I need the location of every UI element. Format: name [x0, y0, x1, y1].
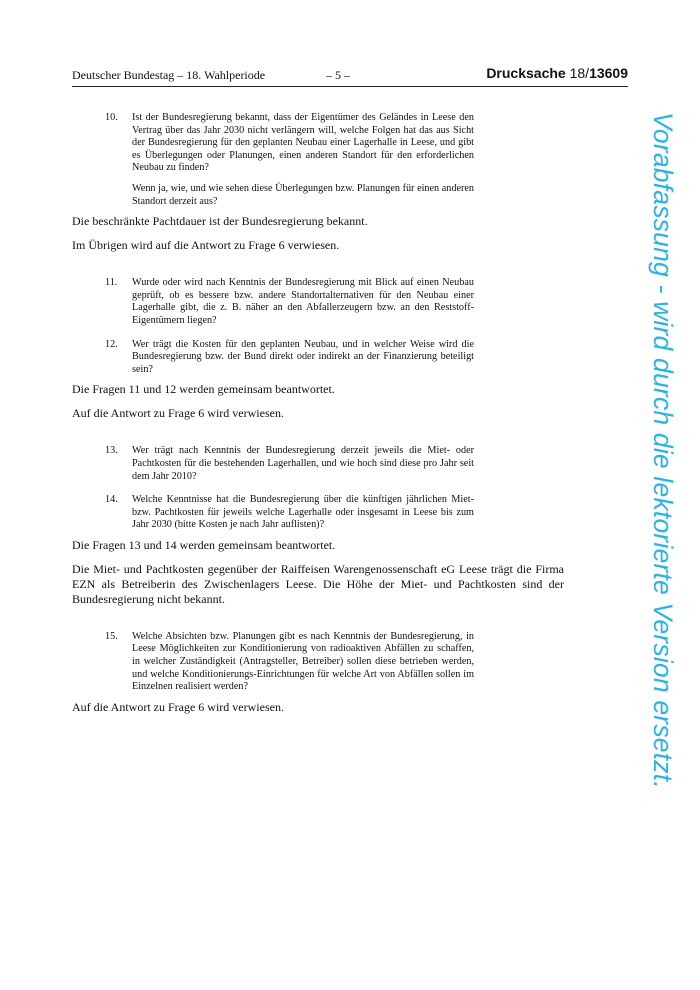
question-14	[72, 494, 474, 532]
question-number: 12.	[105, 338, 118, 350]
question-text: Welche Absichten bzw. Planungen gibt es nach Kenntnis der Bundesregierung, in Leese Möglichkeiten zur Konditionierung von radioaktiven Abfällen zu schaffen, in welcher Zuständigkeit (Antragsteller, Betreiber) sollen diese betrieben werden, und welche Konditionierungs-Einrichtungen für welche Art von Abfällen sollen im Einzelnen realisiert werden?	[132, 630, 474, 693]
question-text: Ist der Bundesregierung bekannt, dass der Eigentümer des Geländes in Leese den Vertrag über das Jahr 2030 nicht verlängern will, welche Folgen hat das aus Sicht der Bundesregierung für den geplanten Neubau einer Lagerhalle in Leese, und gibt es Überlegungen oder Planungen, einen anderen Standort für den erforderlichen Neubau zu finden?	[132, 112, 474, 174]
answer-paragraph: Auf die Antwort zu Frage 6 wird verwiesen.	[72, 406, 284, 421]
question-text: Wurde oder wird nach Kenntnis der Bundesregierung mit Blick auf einen Neubau geprüft, ob es bessere bzw. andere Standortalternativen für den Neubau einer Lagerhalle gibt, die z. B. näher an den Abfallerzeugern bzw. an den Reststoff-Eigentümern liegen?	[132, 277, 474, 326]
document-period: 18/	[569, 65, 590, 81]
answer-paragraph: Die beschränkte Pachtdauer ist der Bundesregierung bekannt.	[72, 214, 368, 229]
answer-paragraph: Die Fragen 11 und 12 werden gemeinsam beantwortet.	[72, 382, 335, 397]
question-text: Wer trägt nach Kenntnis der Bundesregierung derzeit jeweils die Miet- oder Pachtkosten für die bestehenden Lagerhallen, und wie hoch sind diese pro Jahr seit dem Jahr 2010?	[132, 445, 474, 482]
question-number: 14.	[105, 494, 118, 506]
answer-paragraph: Die Miet- und Pachtkosten gegenüber der Raiffeisen Warengenossenschaft eG Leese trägt die Firma EZN als Betreiberin des Zwischenlagers Leese. Die Höhe der Miet- und Pachtkosten sind der Bundesregierung nicht bekannt.	[72, 561, 564, 606]
question-text: Welche Kenntnisse hat die Bundesregierung über die künftigen jährlichen Miet- bzw. Pachtkosten für jeweils welche Lagerhalle oder insgesamt in Leese bis zum Jahr 2030 (bitte Kosten je nach Jahr auflisten)?	[132, 494, 474, 531]
draft-watermark: Vorabfassung - wird durch die lektorierte Version ersetzt.	[648, 112, 678, 789]
question-12	[72, 339, 474, 377]
document-id: 13609	[589, 65, 628, 81]
question-number: 13.	[105, 445, 118, 457]
question-number: 11.	[105, 277, 118, 289]
answer-paragraph: Im Übrigen wird auf die Antwort zu Frage 6 verwiesen.	[72, 238, 340, 253]
question-text-followup: Wenn ja, wie, und wie sehen diese Überlegungen bzw. Planungen für einen anderen Standort derzeit aus?	[132, 182, 474, 207]
document-label: Drucksache	[486, 65, 566, 81]
question-text: Wer trägt die Kosten für den geplanten Neubau, und in welcher Weise wird die Bundesregierung bzw. der Bund direkt oder indirekt an der Finanzierung beteiligt sein?	[132, 338, 474, 375]
question-11	[72, 277, 474, 327]
question-number: 10.	[105, 112, 118, 123]
page-body	[72, 112, 564, 715]
answer-paragraph: Auf die Antwort zu Frage 6 wird verwiesen.	[72, 699, 284, 714]
page-number: – 5 –	[326, 68, 350, 82]
answer-paragraph: Die Fragen 13 und 14 werden gemeinsam beantwortet.	[72, 537, 336, 552]
question-number: 15.	[105, 630, 118, 642]
document-number	[486, 65, 628, 81]
header-publication: Deutscher Bundestag – 18. Wahlperiode	[72, 68, 266, 82]
question-10	[72, 112, 474, 208]
question-13	[72, 445, 474, 483]
page-header	[72, 66, 628, 87]
question-15	[72, 631, 474, 694]
